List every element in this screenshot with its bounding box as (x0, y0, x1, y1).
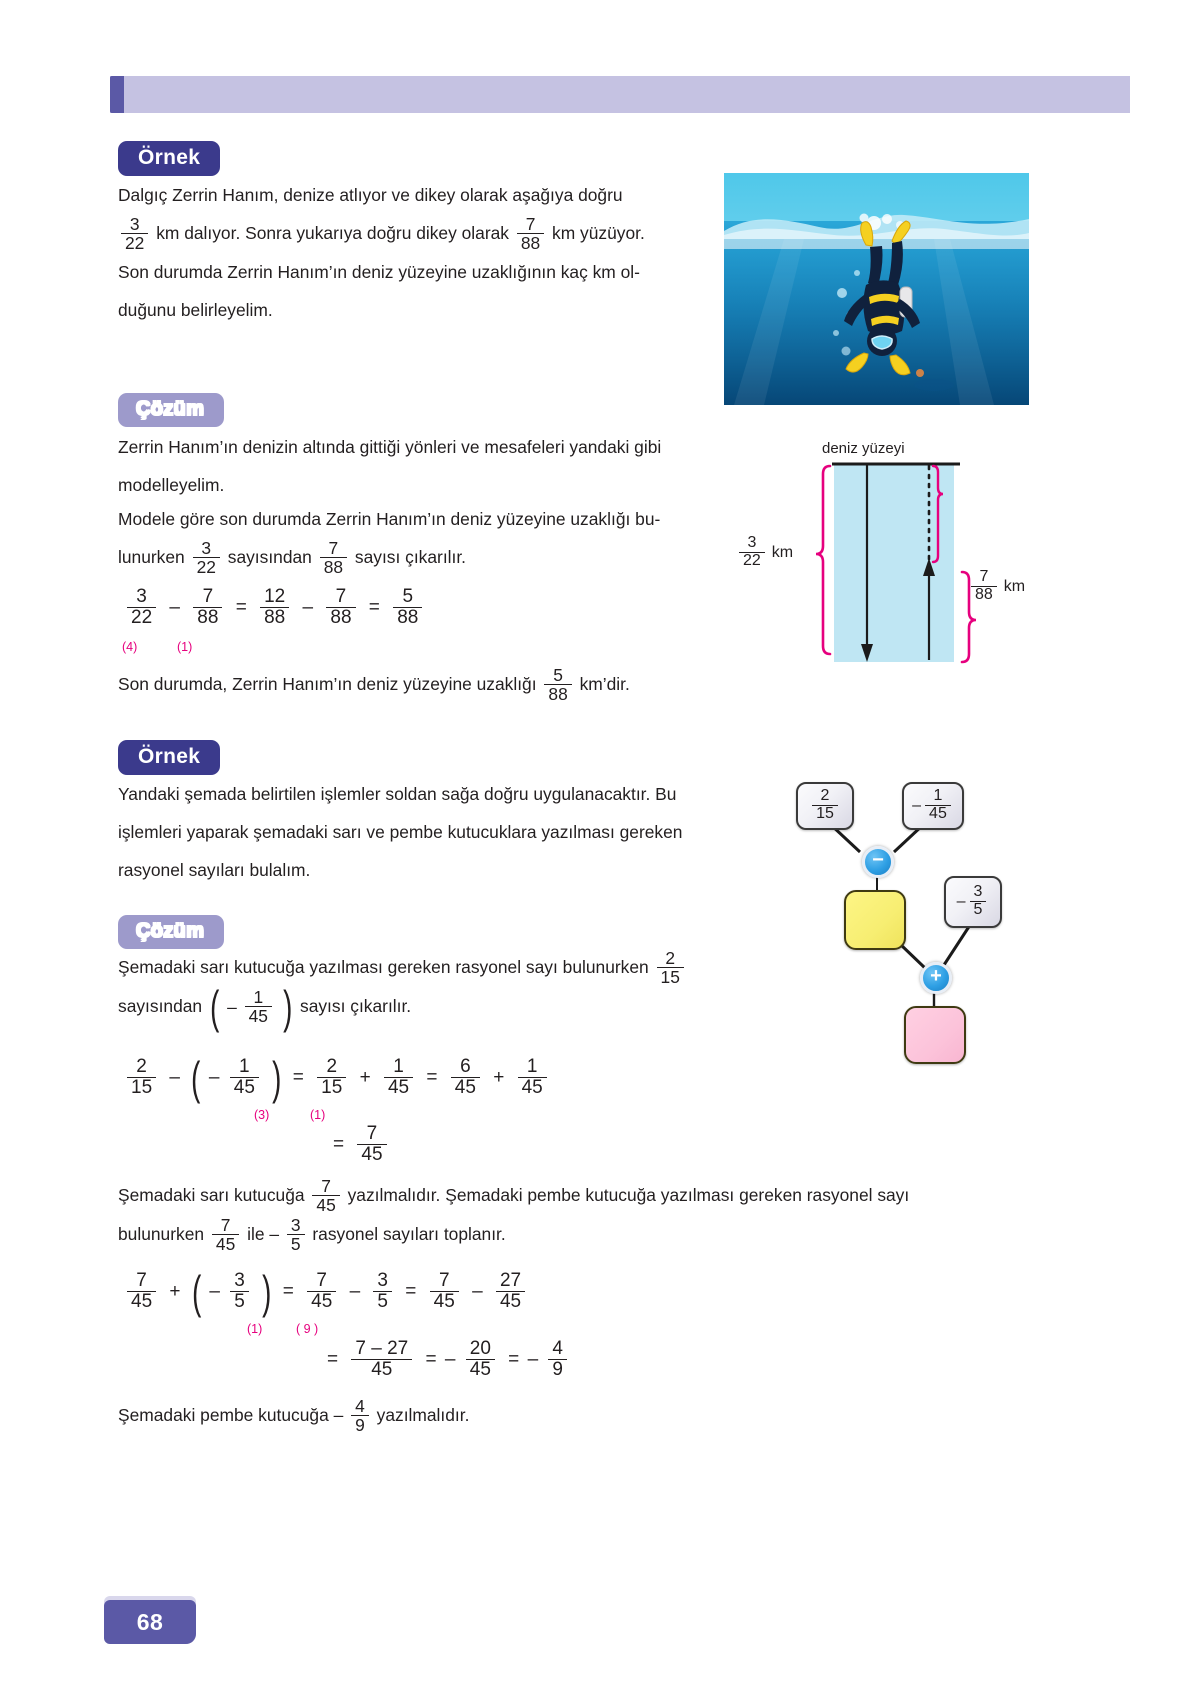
eq2b-result-equals-3: = (508, 1349, 520, 1371)
eq2a-op2: + (359, 1067, 371, 1089)
scheme-node-minus-3-5 (944, 876, 1002, 928)
solution1-line4c: sayısı çıkarılır. (354, 547, 467, 567)
eq2b-term-d: $\frac{3}{5}$ (373, 1271, 392, 1312)
solution2-line3a: Şemadaki sarı kutucuğa (118, 1185, 305, 1205)
solution2-paren-close: ) (282, 980, 293, 1033)
example1-fraction-7-88: $\frac{7}{88}$ (517, 215, 544, 252)
operation-scheme-diagram (782, 772, 1042, 1062)
eq2b-result-sign-2: – (444, 1349, 456, 1371)
eq1-op2: – (302, 597, 314, 619)
solution2-fraction-7-45: $\frac{7}{45}$ (312, 1177, 339, 1214)
example1-line4: duğunu belirleyelim. (118, 300, 273, 320)
sea-model-diagram (726, 440, 1036, 680)
scheme-node-minus-1-45-fraction: $\frac{1}{45}$ (925, 788, 951, 822)
eq2a-equals-1: = (292, 1067, 304, 1089)
scheme-node-2-15-fraction: $\frac{2}{15}$ (812, 788, 838, 822)
eq2b-result-equals-1: = (327, 1349, 339, 1371)
eq2b-term-b-sign: – (209, 1281, 220, 1303)
solution1-conclusion (118, 665, 738, 704)
eq2b-result-fraction-2: $\frac{20}{45}$ (466, 1339, 495, 1380)
eq2b-paren-open: ( (191, 1265, 202, 1318)
solution2-fraction-7-45-b: $\frac{7}{45}$ (212, 1216, 239, 1253)
solution1-fraction-3-22: $\frac{3}{22}$ (193, 539, 220, 576)
eq2a-op1: – (169, 1067, 180, 1089)
eq2a-term-e: $\frac{6}{45}$ (451, 1057, 480, 1098)
solution2-line4b: ile (247, 1224, 265, 1244)
eq2b-result-fraction-3: $\frac{4}{9}$ (548, 1339, 567, 1380)
eq2b-result-sign-3: – (527, 1349, 539, 1371)
eq2a-hint-1: (1) (310, 1108, 326, 1122)
solution1-line2: modelleyelim. (118, 475, 225, 495)
page-header-accent (110, 76, 124, 113)
solution2-line2a: sayısından (118, 996, 203, 1016)
solution2-equation-2-result (324, 1340, 572, 1381)
eq2b-term-b: $\frac{3}{5}$ (230, 1271, 249, 1312)
solution2-conclusion-fraction: $\frac{4}{9}$ (351, 1397, 369, 1434)
eq2a-result-fraction: $\frac{7}{45}$ (357, 1124, 386, 1165)
eq2a-paren-open: ( (191, 1051, 201, 1104)
eq2b-result-fraction-1: $\frac{7 - 27}{45}$ (351, 1339, 412, 1380)
scheme-pink-box[interactable] (904, 1006, 966, 1064)
eq1-term-d: $\frac{7}{88}$ (326, 587, 355, 628)
example2-line1: Yandaki şemada belirtilen işlemler soldan sağa doğru uygulanacaktır. Bu (118, 784, 677, 804)
example1-line3: Son durumda Zerrin Hanım’ın deniz yüzeyine uzaklığının kaç km ol- (118, 262, 640, 282)
eq2b-equals-2: = (405, 1281, 417, 1303)
solution2-line4-sign: – (269, 1224, 280, 1244)
eq2b-equals-1: = (282, 1281, 294, 1303)
solution1-line3: Modele göre son durumda Zerrin Hanım’ın deniz yüzeyine uzaklığı bu- (118, 509, 661, 529)
sea-right-unit: km (1003, 578, 1026, 596)
sea-left-unit: km (771, 544, 794, 562)
solution1-fraction-7-88: $\frac{7}{88}$ (320, 539, 347, 576)
eq1-hint-4: (4) (122, 640, 138, 654)
example1-statement (118, 176, 710, 329)
solution2-paragraph-2 (118, 1176, 1118, 1254)
page-number-badge (104, 1600, 196, 1644)
eq2a-term-a: $\frac{2}{15}$ (127, 1057, 156, 1098)
example2-line3: rasyonel sayıları bulalım. (118, 860, 311, 880)
solution1-line1: Zerrin Hanım’ın denizin altında gittiği yönleri ve mesafeleri yandaki gibi (118, 437, 662, 457)
eq2b-hint-9: ( 9 ) (296, 1322, 319, 1336)
sea-right-fraction: $\frac{7}{88}$ (971, 569, 997, 603)
eq2b-paren-close: ) (262, 1265, 272, 1318)
solution2-conclusion-a: Şemadaki pembe kutucuğa (118, 1405, 329, 1425)
solution2-line2-sign: – (227, 997, 237, 1018)
scheme-op-add: + (920, 962, 952, 994)
eq2a-term-f: $\frac{1}{45}$ (518, 1057, 547, 1098)
example1-fraction-3-22: $\frac{3}{22}$ (121, 215, 148, 252)
page-header-bar (110, 76, 1130, 113)
eq2a-paren-close: ) (272, 1051, 282, 1104)
solution2-equation-2 (122, 1265, 530, 1318)
eq2b-op1: + (169, 1281, 181, 1303)
page-number: 68 (136, 1608, 164, 1635)
label-cozum-1: Çözüm (118, 393, 224, 427)
solution2-line4c: rasyonel sayıları toplanır. (312, 1224, 506, 1244)
solution2-fraction-3-5: $\frac{3}{5}$ (287, 1216, 305, 1253)
solution2-conclusion-sign: – (333, 1405, 344, 1425)
eq2a-term-b-sign: – (208, 1067, 220, 1089)
sea-surface-label: deniz yüzeyi (822, 440, 905, 457)
eq2b-result-equals-2: = (425, 1349, 437, 1371)
label-cozum-2: Çözüm (118, 915, 224, 949)
eq2b-op2: – (349, 1281, 361, 1303)
solution1-conclusion-a: Son durumda, Zerrin Hanım’ın deniz yüzeyine uzaklığı (118, 674, 537, 694)
eq2a-result-equals: = (333, 1134, 345, 1156)
scheme-node-minus-1-45 (902, 782, 964, 830)
solution1-equation (122, 588, 427, 629)
scheme-node-minus-3-5-sign: – (956, 893, 966, 910)
eq1-term-b: $\frac{7}{88}$ (193, 587, 222, 628)
scheme-node-2-15 (796, 782, 854, 830)
diver-illustration (724, 173, 1029, 405)
eq2b-term-e: $\frac{7}{45}$ (430, 1271, 459, 1312)
solution2-line3b: yazılmalıdır. Şemadaki pembe kutucuğa yazılması gereken rasyonel sayı (347, 1185, 910, 1205)
eq2b-term-f: $\frac{27}{45}$ (496, 1271, 525, 1312)
solution1-line4a: lunurken (118, 547, 185, 567)
solution2-line4a: bulunurken (118, 1224, 205, 1244)
scheme-op-subtract: − (862, 846, 894, 878)
eq2b-op3: – (472, 1281, 483, 1303)
eq2b-hint-1: (1) (247, 1322, 263, 1336)
solution2-paragraph-1 (118, 947, 778, 1033)
eq2b-term-a: $\frac{7}{45}$ (127, 1271, 156, 1312)
solution1-line4b: sayısından (227, 547, 312, 567)
sea-left-fraction: $\frac{3}{22}$ (739, 535, 765, 569)
solution2-fraction-1-45: $\frac{1}{45}$ (245, 988, 272, 1025)
eq1-term-e: $\frac{5}{88}$ (393, 587, 422, 628)
eq1-term-a: $\frac{3}{22}$ (127, 587, 156, 628)
solution2-paren-open: ( (210, 980, 220, 1033)
eq1-equals-1: = (235, 597, 247, 619)
eq2a-op3: + (493, 1067, 505, 1089)
label-ornek-1: Örnek (118, 141, 220, 176)
solution2-conclusion-b: yazılmalıdır. (376, 1405, 470, 1425)
eq1-op1: – (169, 597, 180, 619)
solution1-paragraph-1 (118, 428, 738, 504)
eq2b-term-c: $\frac{7}{45}$ (307, 1271, 336, 1312)
solution2-fraction-2-15: $\frac{2}{15}$ (657, 949, 684, 986)
solution2-conclusion (118, 1396, 818, 1435)
example2-line2: işlemleri yaparak şemadaki sarı ve pembe kutucuklara yazılması gereken (118, 822, 683, 842)
eq2a-hint-3: (3) (254, 1108, 270, 1122)
example2-statement (118, 775, 768, 889)
solution1-conclusion-b: km’dir. (579, 674, 630, 694)
scheme-node-minus-3-5-fraction: $\frac{3}{5}$ (970, 884, 987, 918)
solution2-equation-1 (122, 1051, 552, 1104)
eq2a-term-d: $\frac{1}{45}$ (384, 1057, 413, 1098)
eq1-hint-1: (1) (177, 640, 193, 654)
solution1-conclusion-fraction: $\frac{5}{88}$ (544, 666, 571, 703)
example1-line1: Dalgıç Zerrin Hanım, denize atlıyor ve dikey olarak aşağıya doğru (118, 185, 623, 205)
eq2a-term-c: $\frac{2}{15}$ (317, 1057, 346, 1098)
example1-line2a: km dalıyor. Sonra yukarıya doğru dikey olarak (156, 223, 510, 243)
example1-line2b: km yüzüyor. (552, 223, 645, 243)
eq1-term-c: $\frac{12}{88}$ (260, 587, 289, 628)
eq2a-equals-2: = (426, 1067, 438, 1089)
label-ornek-2: Örnek (118, 740, 220, 775)
solution2-equation-1-result (330, 1125, 392, 1166)
solution2-line2b: sayısı çıkarılır. (300, 996, 412, 1016)
eq2a-term-b: $\frac{1}{45}$ (230, 1057, 259, 1098)
scheme-yellow-box[interactable] (844, 890, 906, 950)
solution1-paragraph-2 (118, 500, 738, 577)
scheme-node-minus-1-45-sign: – (912, 797, 922, 814)
solution2-line1a: Şemadaki sarı kutucuğa yazılması gereken rasyonel sayı bulunurken (118, 957, 649, 977)
eq1-equals-2: = (368, 597, 380, 619)
